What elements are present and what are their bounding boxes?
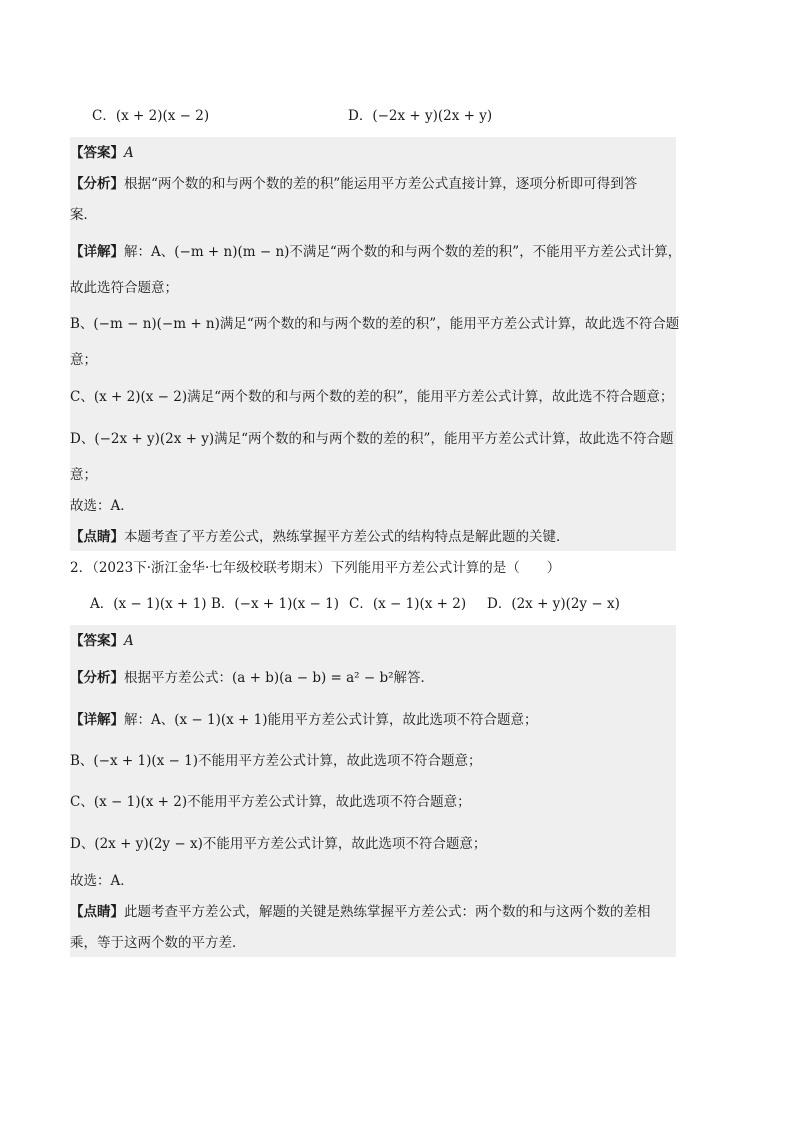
q1-option-c-text: C．(x + 2)(x − 2) xyxy=(92,108,210,124)
q1-detail-d-text2: 意； xyxy=(70,467,97,483)
q2-option-a-text: A．(x − 1)(x + 1) xyxy=(90,596,207,612)
q1-detail-a-text1: 解：A、(−m + n)(m − n)不满足“两个数的和与两个数的差的积”，不能用平方差公式计算， xyxy=(124,244,682,260)
q2-analysis-text: 根据平方差公式：(a + b)(a − b) = a² − b²解答． xyxy=(124,670,435,686)
q1-answer-value: A xyxy=(124,145,134,161)
q2-answer-label: 【答案】 xyxy=(70,633,124,649)
q2-detail-d-text: D、(2x + y)(2y − x)不能用平方差公式计算，故此选项不符合题意； xyxy=(70,836,487,852)
q2-detail-b xyxy=(70,751,676,771)
q2-option-c xyxy=(349,594,466,614)
q1-detail-a-line1 xyxy=(70,242,682,262)
q2-comment-line1 xyxy=(70,902,676,922)
q1-comment-label: 【点睛】 xyxy=(70,529,124,545)
q2-detail-a-text: 解：A、(x − 1)(x + 1)能用平方差公式计算，故此选项不符合题意； xyxy=(124,712,538,728)
q1-detail-b-text2: 意； xyxy=(70,352,97,368)
q1-option-c xyxy=(92,106,209,126)
q2-comment-label: 【点睛】 xyxy=(70,904,124,920)
q1-choose-text: 故选：A． xyxy=(70,498,134,514)
q2-comment-line2 xyxy=(70,933,676,953)
q1-answer-label: 【答案】 xyxy=(70,145,124,161)
q2-comment-text2: 乘，等于这两个数的平方差． xyxy=(70,935,246,951)
q2-detail-b-text: B、(−x + 1)(x − 1)不能用平方差公式计算，故此选项不符合题意； xyxy=(70,753,482,769)
q1-comment xyxy=(70,527,676,547)
q1-option-d-text: D．(−2x + y)(2x + y) xyxy=(348,108,493,124)
q2-stem xyxy=(70,558,676,578)
q2-choose xyxy=(70,871,676,891)
q1-detail-a-text2: 故此选符合题意； xyxy=(70,280,178,296)
q2-comment-text1: 此题考查平方差公式，解题的关键是熟练掌握平方差公式：两个数的和与这两个数的差相 xyxy=(124,904,651,920)
q2-answer xyxy=(70,631,676,651)
q2-option-d xyxy=(487,594,620,614)
q2-detail-a xyxy=(70,710,676,730)
q1-detail-c-line1 xyxy=(70,387,676,407)
q1-detail-a-line2 xyxy=(70,278,676,298)
q2-option-a xyxy=(90,594,207,614)
q2-option-b-text: B．(−x + 1)(x − 1) xyxy=(211,596,339,612)
q2-detail-d xyxy=(70,834,676,854)
q1-detail-b-text1: B、(−m − n)(−m + n)满足“两个数的和与两个数的差的积”，能用平方差公式计算，故此选不符合题 xyxy=(70,316,680,332)
q1-option-d xyxy=(348,106,492,126)
q2-detail-c xyxy=(70,792,676,812)
q1-detail-b-line1 xyxy=(70,314,680,334)
q2-detail-label: 【详解】 xyxy=(70,712,124,728)
q2-stem-text: 2．（2023下·浙江金华·七年级校联考期末）下列能用平方差公式计算的是（ ） xyxy=(70,560,561,576)
q1-solution-background xyxy=(70,137,676,551)
q1-detail-b-line2 xyxy=(70,350,676,370)
q2-choose-text: 故选：A． xyxy=(70,873,134,889)
q1-analysis-text2: 案． xyxy=(70,207,97,223)
q1-analysis-label: 【分析】 xyxy=(70,176,124,192)
q2-analysis xyxy=(70,668,676,688)
q1-answer xyxy=(70,143,676,163)
q1-detail-label: 【详解】 xyxy=(70,244,124,260)
q1-detail-d-text1: D、(−2x + y)(2x + y)满足“两个数的和与两个数的差的积”，能用平方差公式计算，故此选不符合题 xyxy=(70,431,674,447)
q1-analysis-text1: 根据“两个数的和与两个数的差的积”能运用平方差公式直接计算，逐项分析即可得到答 xyxy=(124,176,638,192)
q1-choose xyxy=(70,496,676,516)
q1-analysis-line1 xyxy=(70,174,676,194)
q1-analysis-line2 xyxy=(70,205,676,225)
q1-detail-d-line2 xyxy=(70,465,676,485)
q2-detail-c-text: C、(x − 1)(x + 2)不能用平方差公式计算，故此选项不符合题意； xyxy=(70,794,471,810)
q2-option-d-text: D．(2x + y)(2y − x) xyxy=(487,596,620,612)
q2-option-b xyxy=(211,594,339,614)
q2-option-c-text: C．(x − 1)(x + 2) xyxy=(349,596,467,612)
q2-answer-value: A xyxy=(124,633,134,649)
q1-comment-text: 本题考查了平方差公式，熟练掌握平方差公式的结构特点是解此题的关键． xyxy=(124,529,570,545)
q1-detail-d-line1 xyxy=(70,429,676,449)
q1-detail-c-text1: C、(x + 2)(x − 2)满足“两个数的和与两个数的差的积”，能用平方差公式计算，故此选不符合题意； xyxy=(70,389,674,405)
q2-analysis-label: 【分析】 xyxy=(70,670,124,686)
